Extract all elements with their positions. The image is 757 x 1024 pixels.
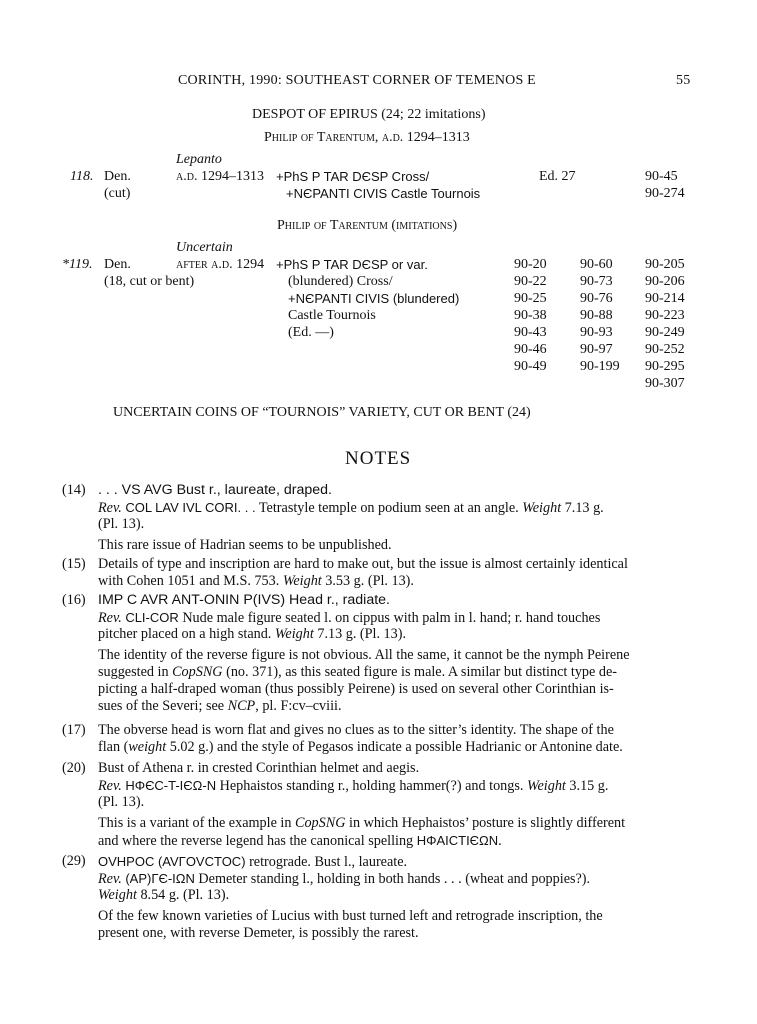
inventory-number: 90-206 [645, 274, 685, 289]
note-line: Of the few known varieties of Lucius with bust turned left and retrograde inscription, the [98, 908, 603, 924]
note-line [98, 499, 604, 517]
note-line [98, 870, 590, 888]
note-number: (15) [62, 556, 86, 572]
note-text: in which Hephaistos’ posture is slightly different [345, 815, 626, 831]
note-text: This is a variant of the example in [98, 815, 295, 831]
note-text: 5.02 g.) and the style of Pegasos indicate a possible Hadrianic or Antonine date. [166, 739, 623, 755]
inventory-number: 90-97 [580, 342, 613, 357]
note-line [98, 664, 617, 681]
inventory-number: 90-214 [645, 291, 685, 306]
note-citation: CopSNG [172, 664, 223, 680]
note-line [98, 777, 608, 795]
section-subtitle-imitations: Philip of Tarentum (imitations) [277, 218, 458, 233]
description-line: (blundered) Cross/ [288, 274, 393, 289]
note-text: pitcher placed on a high stand. [98, 626, 275, 642]
section-title-despot: DESPOT OF EPIRUS (24; 22 imitations) [252, 107, 486, 122]
reverse-legend: +NЄPANTI CIVIS Castle Tournois [286, 186, 481, 201]
note-label: Weight [282, 573, 322, 589]
inventory-number: 90-20 [514, 257, 547, 272]
inventory-number: 90-76 [580, 291, 613, 306]
mint-label-lepanto: Lepanto [176, 152, 222, 167]
note-text: . [498, 833, 502, 849]
note-text: 7.13 g. (Pl. 13). [313, 626, 407, 642]
legend-text: HΦЄC-T-IЄΩ-N [125, 778, 217, 793]
description-line: (Ed. —) [288, 325, 334, 340]
note-label: Rev. [98, 778, 126, 794]
note-number: (17) [62, 722, 86, 738]
inventory-number: 90-252 [645, 342, 685, 357]
note-number: (29) [62, 853, 86, 869]
note-line [98, 626, 406, 643]
legend-text: COL LAV IVL CORI. . . [125, 500, 256, 515]
description-line: +NЄPANTI CIVIS (blundered) [288, 291, 460, 306]
mint-label-uncertain: Uncertain [176, 240, 233, 255]
legend-text: OVHPOC (AVΓOVCTOC) [98, 854, 246, 869]
note-line [98, 887, 229, 904]
section-title-uncertain-tournois: UNCERTAIN COINS OF “TOURNOIS” VARIETY, CUT OR BENT (24) [113, 405, 531, 420]
note-text: with Cohen 1051 and M.S. 753. [98, 573, 283, 589]
denomination: Den. [104, 169, 131, 184]
inventory-number: 90-38 [514, 308, 547, 323]
note-label: Weight [98, 887, 137, 903]
description-line: Castle Tournois [288, 308, 376, 323]
note-text: sues of the Severi; see [98, 698, 228, 714]
note-text: Nude male figure seated l. on cippus with palm in l. hand; r. hand touches [178, 610, 601, 626]
note-text: Demeter standing l., holding in both hands . . . (wheat and poppies?). [194, 871, 591, 887]
inventory-number: 90-93 [580, 325, 613, 340]
legend-text: (AP)ΓЄ-IΩN [125, 871, 195, 886]
note-label: Weight [274, 626, 314, 642]
note-citation: NCP [227, 698, 256, 714]
note-text: suggested in [98, 664, 173, 680]
note-line: Bust of Athena r. in crested Corinthian helmet and aegis. [98, 760, 420, 776]
note-line: IMP C AVR ANT-ONIN P(IVS) Head r., radiate. [98, 592, 390, 608]
inventory-number: 90-223 [645, 308, 685, 323]
note-number: (16) [62, 592, 86, 608]
note-line: (Pl. 13). [98, 794, 145, 810]
note-line [98, 609, 600, 627]
note-line [98, 698, 342, 715]
obverse-legend: +PhS P TAR DЄSP Cross/ [276, 169, 430, 184]
note-text: 8.54 g. (Pl. 13). [136, 887, 230, 903]
note-text: 3.15 g. [565, 778, 609, 794]
inventory-number: 90-22 [514, 274, 547, 289]
note-text: Hephaistos standing r., holding hammer(?) and tongs. [216, 778, 527, 794]
inventory-number: 90-205 [645, 257, 685, 272]
inventory-number: 90-25 [514, 291, 547, 306]
inventory-number: 90-43 [514, 325, 547, 340]
note-label: Rev. [98, 871, 126, 887]
note-number: (20) [62, 760, 86, 776]
note-text: 3.53 g. (Pl. 13). [321, 573, 414, 589]
note-text: Tetrastyle temple on podium seen at an angle. [255, 500, 523, 516]
notes-heading: NOTES [345, 448, 412, 469]
section-subtitle-philip: Philip of Tarentum, a.d. 1294–1313 [264, 130, 470, 145]
inventory-number: 90-73 [580, 274, 613, 289]
inventory-number: 90-88 [580, 308, 613, 323]
note-text: retrograde. Bust l., laureate. [245, 854, 408, 870]
note-line: present one, with reverse Demeter, is possibly the rarest. [98, 925, 419, 941]
reference: Ed. 27 [539, 169, 576, 184]
inventory-number: 90-274 [645, 186, 685, 201]
note-text: 7.13 g. [561, 500, 604, 516]
note-line [98, 573, 414, 590]
inventory-number: 90-60 [580, 257, 613, 272]
note-line: Details of type and inscription are hard to make out, but the issue is almost certainly identical [98, 556, 628, 572]
inventory-number: 90-49 [514, 359, 547, 374]
inventory-number: 90-249 [645, 325, 685, 340]
note-line: (Pl. 13). [98, 516, 145, 532]
note-line: The obverse head is worn flat and gives no clues as to the sitter’s identity. The shape of the [98, 722, 614, 738]
note-number: (14) [62, 482, 86, 498]
note-label: Weight [526, 778, 566, 794]
note-line: picting a half-draped woman (thus possibly Peirene) is used on several other Corinthian is- [98, 681, 614, 697]
date-range: a.d. 1294–1313 [176, 169, 264, 184]
note-text: (no. 371), as this seated figure is male. A similar but distinct type de- [222, 664, 617, 680]
note-line: This rare issue of Hadrian seems to be unpublished. [98, 537, 392, 553]
note-line [98, 739, 623, 756]
inventory-number: 90-46 [514, 342, 547, 357]
denomination-note: (18, cut or bent) [104, 274, 195, 289]
legend-text: CLI-COR [125, 610, 179, 625]
inventory-number: 90-45 [645, 169, 678, 184]
note-line: . . . VS AVG Bust r., laureate, draped. [98, 482, 332, 498]
date-range: after a.d. 1294 [176, 257, 265, 272]
description-line: +PhS P TAR DЄSP or var. [276, 257, 428, 272]
denomination: Den. [104, 257, 131, 272]
denomination-note: (cut) [104, 186, 131, 201]
note-line [98, 853, 407, 871]
note-text: flan ( [98, 739, 129, 755]
note-line [98, 815, 625, 832]
note-label: weight [128, 739, 167, 755]
running-header-title: CORINTH, 1990: SOUTHEAST CORNER OF TEMENOS E [178, 73, 536, 88]
note-citation: CopSNG [295, 815, 346, 831]
note-label: Rev. [98, 610, 126, 626]
catalog-number: *119. [62, 257, 93, 272]
legend-text: HΦAICTIЄΩN [416, 833, 499, 848]
note-text: and where the reverse legend has the canonical spelling [98, 833, 417, 849]
page-number: 55 [676, 73, 691, 88]
note-label: Weight [522, 500, 562, 516]
catalog-number: 118. [70, 169, 94, 184]
inventory-number: 90-295 [645, 359, 685, 374]
note-line: The identity of the reverse figure is not obvious. All the same, it cannot be the nymph Peirene [98, 647, 630, 663]
inventory-number: 90-199 [580, 359, 620, 374]
inventory-number: 90-307 [645, 376, 685, 391]
note-line [98, 832, 502, 850]
note-label: Rev. [98, 500, 126, 516]
note-text: , pl. F:cv–cviii. [255, 698, 342, 714]
